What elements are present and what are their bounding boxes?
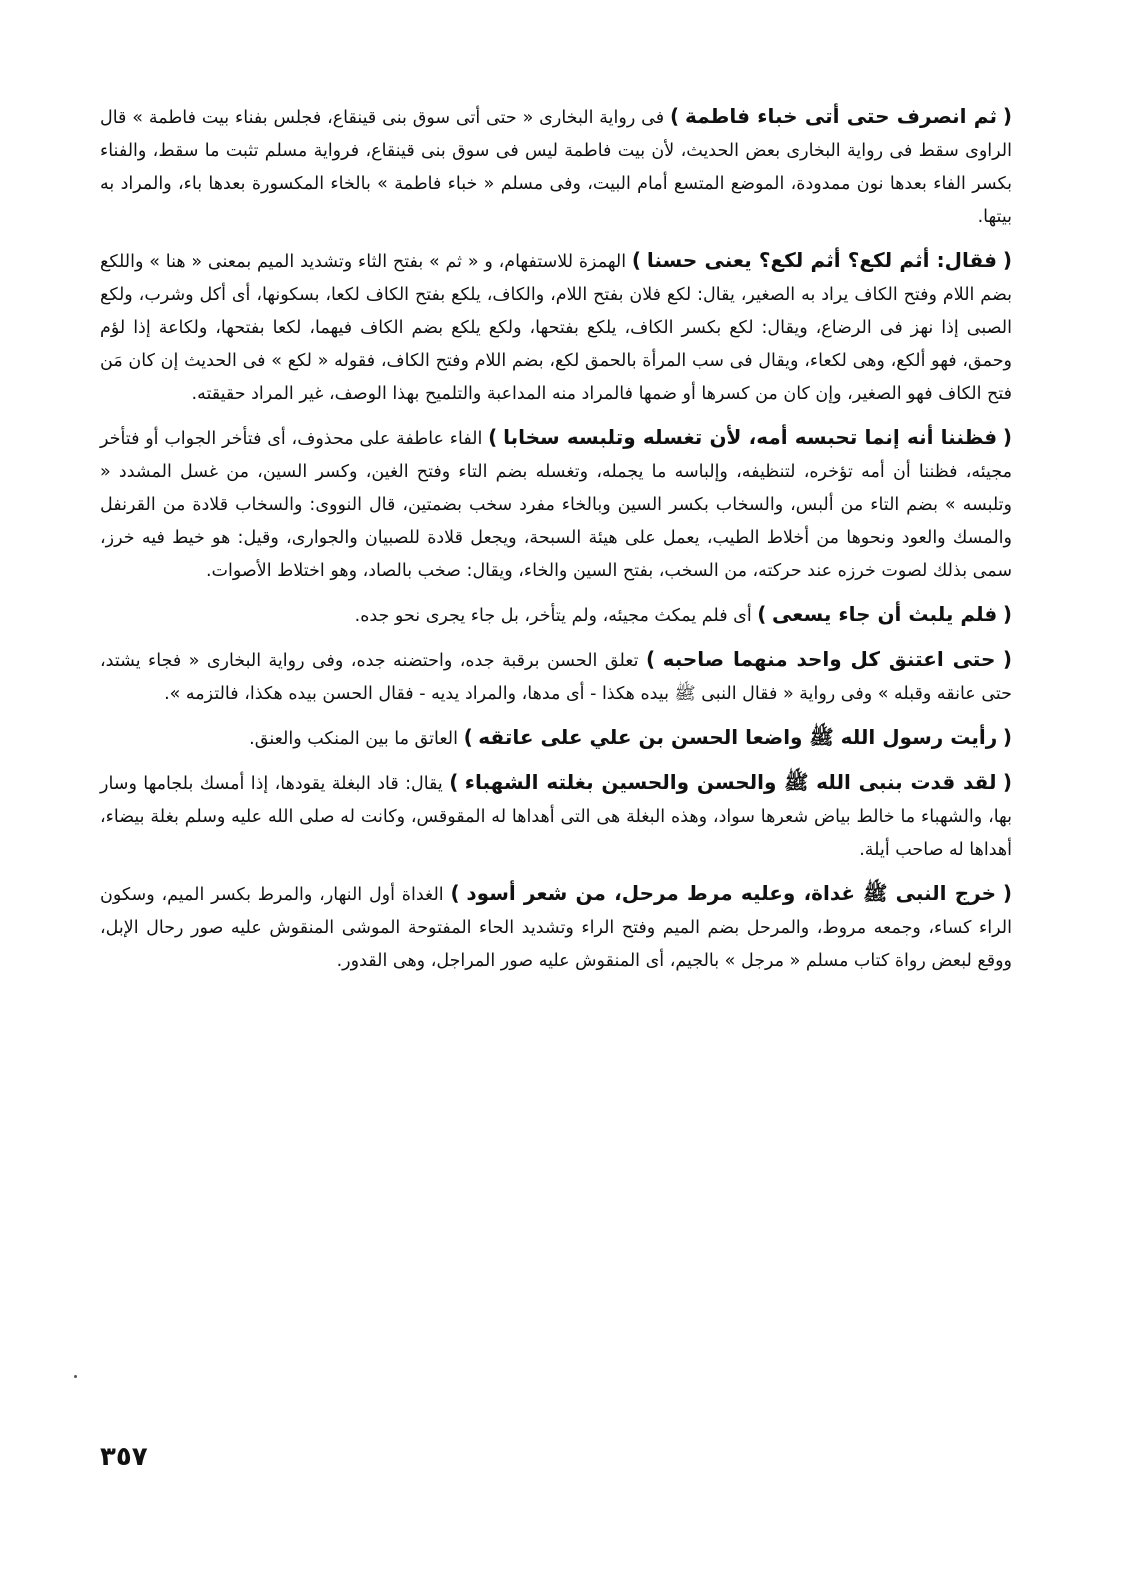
close-bracket: ) [488, 425, 498, 449]
commentary: يقال: قاد البغلة يقودها، إذا أمسك بلجامها وسار بها، والشهباء ما خالط بياض شعرها سواد، وهذه البغلة هى التى أهداها له المقوقس، وكانت له صلى الله عليه وسلم بغلة بيضاء، أهداها له صاحب أيلة. [100, 774, 1012, 860]
hadith-quote: رأيت رسول الله ﷺ واضعا الحسن بن علي على عاتقه [478, 725, 998, 749]
paragraph [100, 643, 1012, 711]
paragraph [100, 598, 1012, 633]
hadith-quote: حتى اعتنق كل واحد منهما صاحبه [662, 647, 996, 671]
margin-mark [74, 1375, 77, 1378]
open-bracket: ( [1002, 647, 1012, 671]
paragraph [100, 100, 1012, 234]
open-bracket: ( [1002, 425, 1013, 449]
hadith-quote: فلم يلبث أن جاء يسعى [772, 602, 998, 626]
close-bracket: ) [450, 881, 460, 905]
hadith-quote: فقال: أثم لكع؟ أثم لكع؟ يعنى حسنا [646, 248, 998, 272]
commentary: العاتق ما بين المنكب والعنق. [249, 729, 458, 749]
commentary: الفاء عاطفة على محذوف، أى فتأخر الجواب أو فتأخر مجيئه، فظننا أن أمه تؤخره، لتنظيفه، وإلباسه ما يجمله، وتغسله بضم التاء وفتح الغين، وكسر السين، من غسل المشدد « وتلبسه » بضم التاء من ألبس، والسخاب بكسر السين وبالخاء مفرد سخب بضمتين، قال النووى: والسخاب قلادة من القرنفل والمسك والعود ونحوها من أخلاط الطيب، يعمل على هيئة السبحة، ويجعل قلادة للصبيان والجوارى، وقيل: هو خيط فيه خرز، سمى بذلك لصوت خرزه عند حركته، من السخب، بفتح السين والخاء، ويقال: صخب بالصاد، وهو اختلاط الأصوات. [100, 429, 1012, 581]
hadith-quote: خرج النبى ﷺ غداة، وعليه مرط مرحل، من شعر أسود [466, 881, 997, 905]
page-text [100, 100, 1012, 988]
close-bracket: ) [463, 725, 473, 749]
open-bracket: ( [1002, 248, 1012, 272]
close-bracket: ) [631, 248, 642, 272]
hadith-quote: فظننا أنه إنما تحبسه أمه، لأن تغسله وتلبسه سخابا [503, 425, 998, 449]
page-number: ٣٥٧ [100, 1442, 148, 1472]
commentary: الهمزة للاستفهام، و « ثم » بفتح الثاء وتشديد الميم بمعنى « هنا » واللكع بضم اللام وفتح الكاف يراد به الصغير، يقال: لكع فلان بفتح اللام، والكاف، يلكع بفتح الكاف لكعا، بسكونها، أى أكل وشرب، ولكع الصبى إذا نهز فى الرضاع، ويقال: لكع بكسر الكاف، يلكع بفتحها، ولكع يلكع بضم الكاف فيهما، لكعا بفتحها، ولكاعة إذا لؤم وحمق، فهو ألكع، وهى لكعاء، ويقال فى سب المرأة بالحمق لكع، بضم اللام وفتح الكاف، فقوله « لكع » فى الحديث إن كان مَن فتح الكاف فهو الصغير، وإن كان من كسرها أو ضمها فالمراد منه المداعبة والتلميح بهذا الوصف، غير المراد حقيقته. [100, 252, 1012, 404]
paragraph [100, 877, 1012, 978]
close-bracket: ) [646, 647, 656, 671]
paragraph [100, 244, 1012, 411]
close-bracket: ) [449, 770, 459, 794]
open-bracket: ( [1002, 770, 1012, 794]
paragraph [100, 721, 1012, 756]
commentary: فى رواية البخارى « حتى أتى سوق بنى قينقاع، فجلس بفناء بيت فاطمة » قال الراوى سقط فى رواية البخارى بعض الحديث، لأن بيت فاطمة ليس فى سوق بنى قينقاع، فرواية مسلم تثبت ما سقط، والفناء بكسر الفاء بعدها نون ممدودة، الموضع المتسع أمام البيت، وفى مسلم « خباء فاطمة » بالخاء المكسورة بعدها باء، والمراد به بيتها. [100, 108, 1012, 227]
paragraph [100, 421, 1012, 588]
open-bracket: ( [1002, 725, 1012, 749]
commentary: تعلق الحسن برقبة جده، واحتضنه جده، وفى رواية البخارى « فجاء يشتد، حتى عانقه وقبله » وفى رواية « فقال النبى ﷺ بيده هكذا - أى مدها، والمراد يديه - فقال الحسن بيده هكذا، فالتزمه ». [100, 651, 1012, 704]
open-bracket: ( [1002, 602, 1012, 626]
hadith-quote: ثم انصرف حتى أتى خباء فاطمة [685, 104, 997, 128]
open-bracket: ( [1002, 104, 1012, 128]
open-bracket: ( [1002, 881, 1012, 905]
commentary: أى فلم يمكث مجيئه، ولم يتأخر، بل جاء يجرى نحو جده. [354, 606, 752, 626]
hadith-quote: لقد قدت بنبى الله ﷺ والحسن والحسين بغلته الشهباء [464, 770, 997, 794]
close-bracket: ) [670, 104, 680, 128]
commentary: الغداة أول النهار، والمرط بكسر الميم، وسكون الراء كساء، وجمعه مروط، والمرحل بضم الميم وفتح الراء وتشديد الحاء المفتوحة الموشى المنقوش عليه صور رحال الإبل، ووقع لبعض رواة كتاب مسلم « مرجل » بالجيم، أى المنقوش عليه صور المراجل، وهى القدور. [100, 885, 1012, 971]
close-bracket: ) [757, 602, 767, 626]
paragraph [100, 766, 1012, 867]
